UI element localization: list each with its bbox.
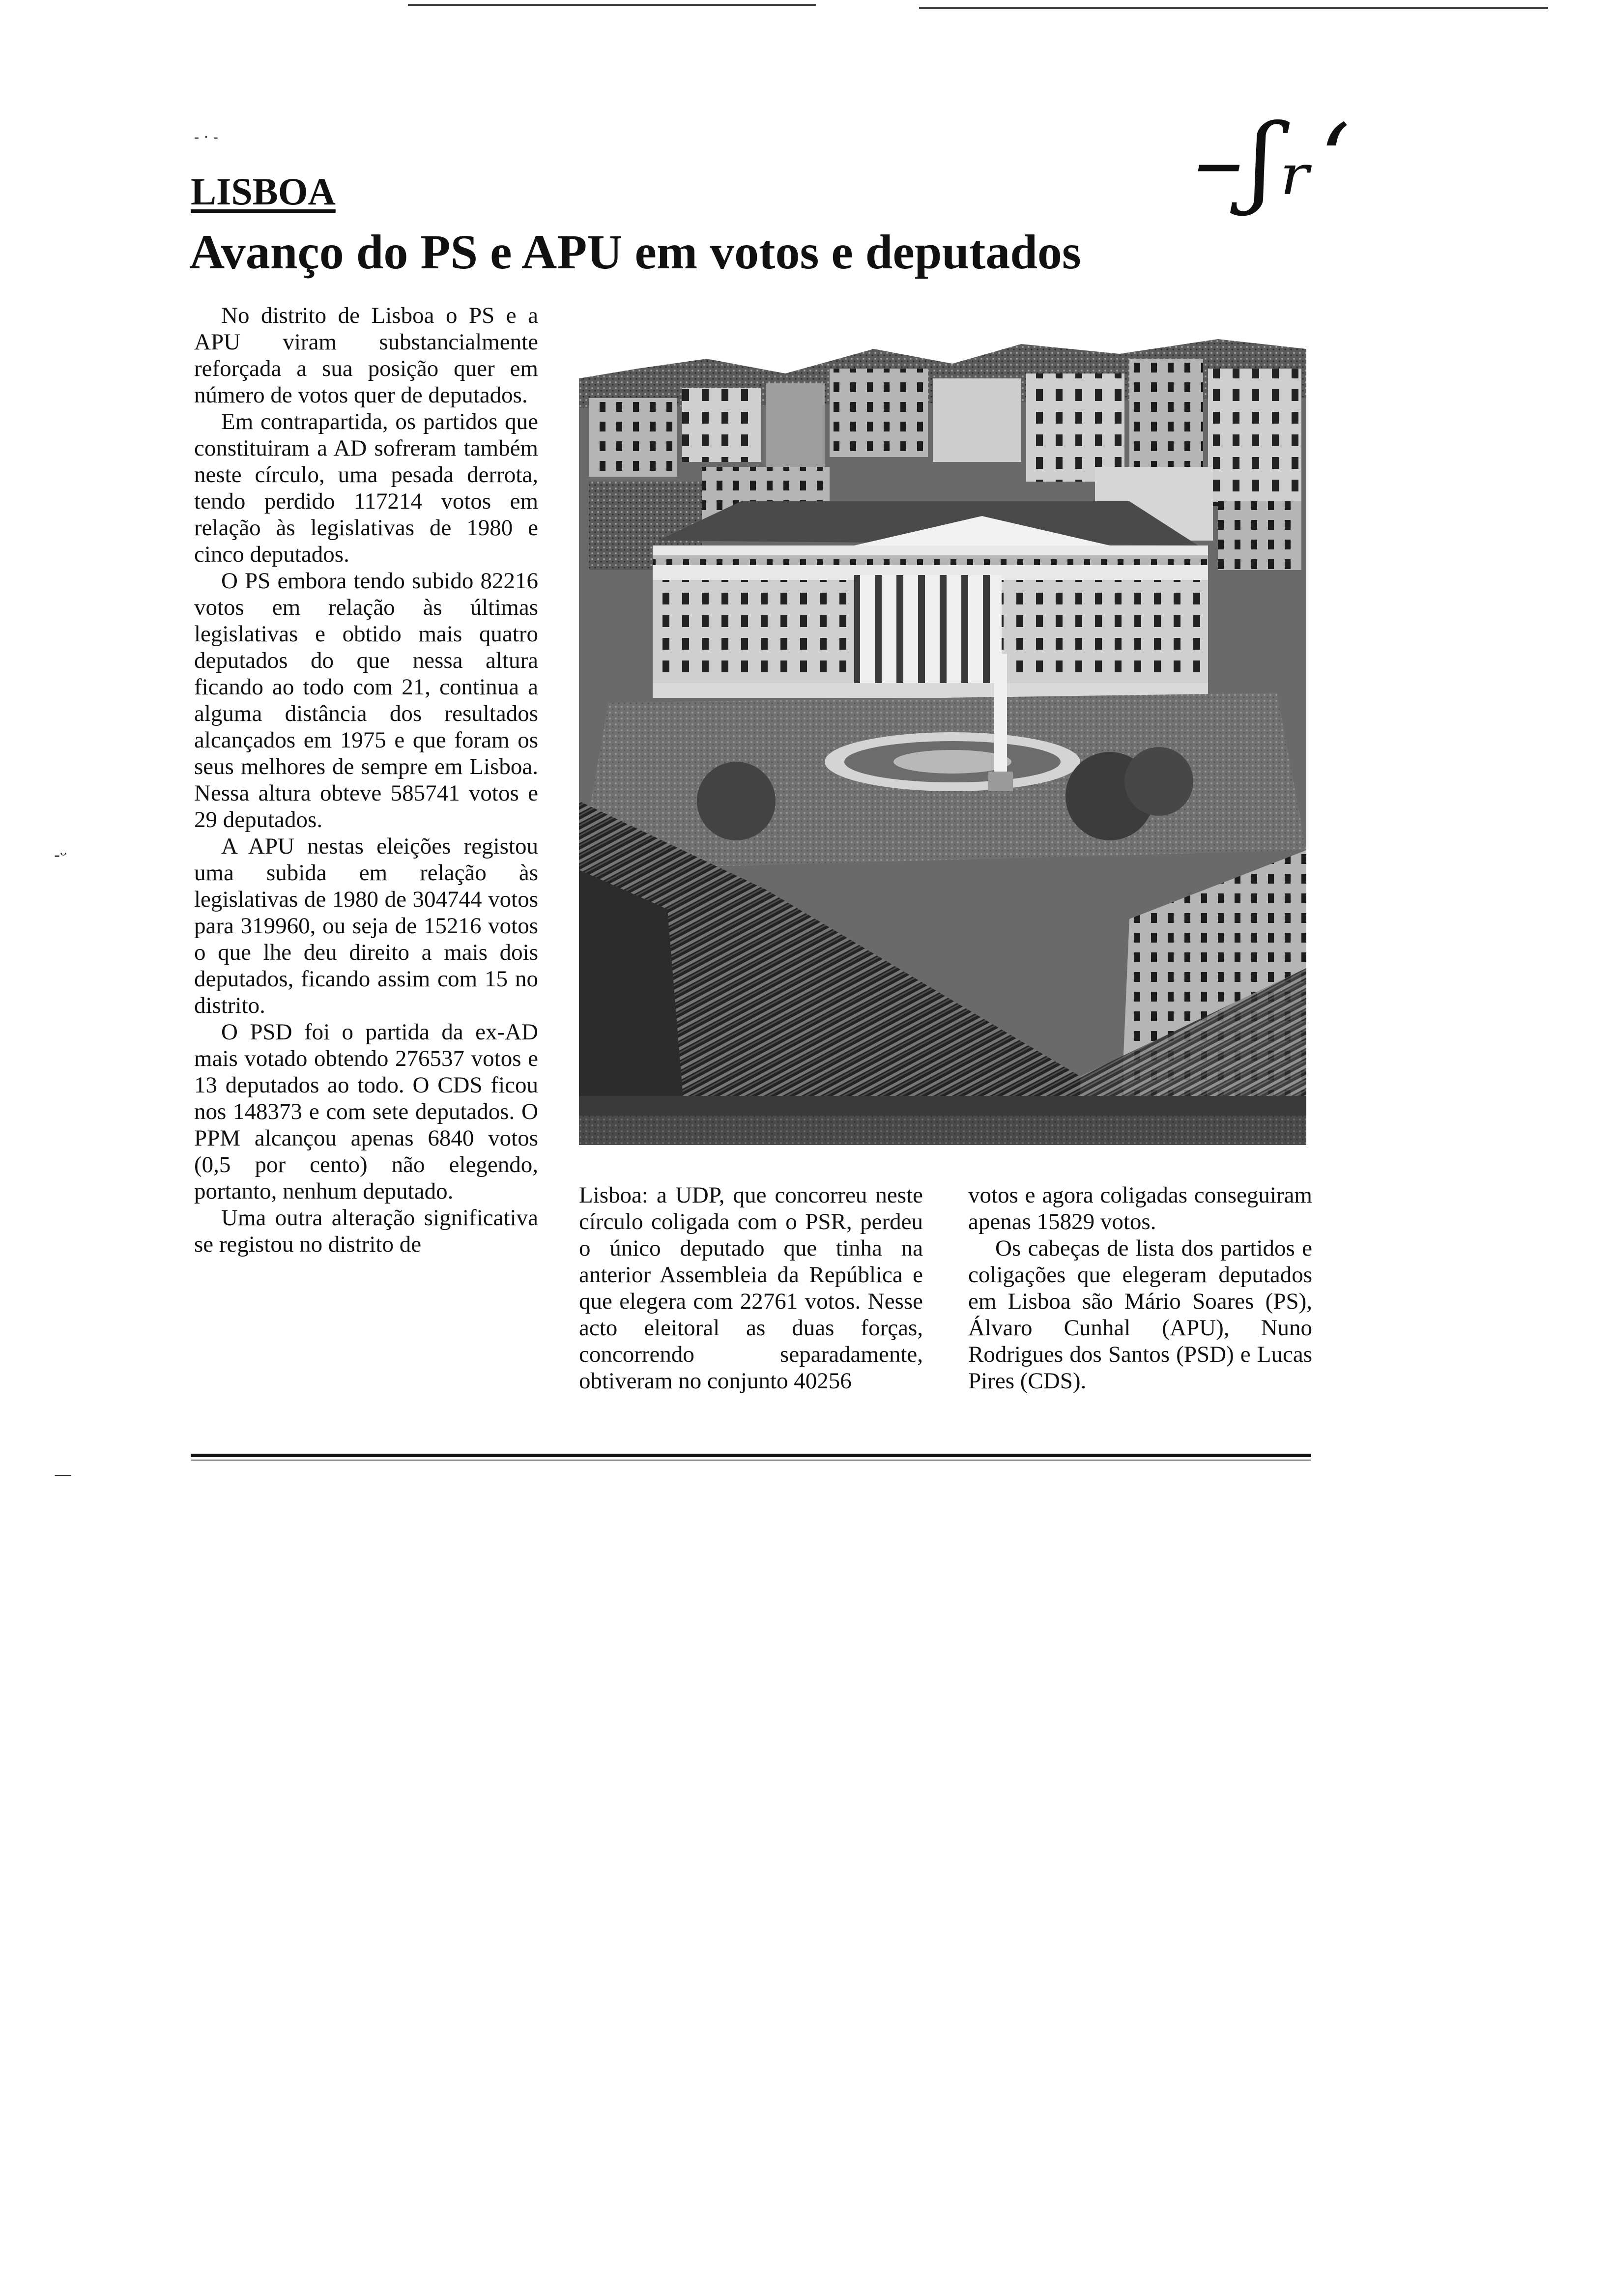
scan-line-top-right <box>919 7 1548 9</box>
scan-speck: - · - <box>194 129 218 146</box>
photo-lisbon-rossio-square <box>579 339 1306 1145</box>
paragraph: Os cabeças de lista dos partidos e coligações que elegeram deputados em Lisboa são Mário Soares (PS), Álvaro Cunhal (APU), Nuno Rodrigues dos Santos (PSD) e Lucas Pires (CDS). <box>968 1235 1312 1394</box>
paragraph: O PS embora tendo subido 82216 votos em relação às últimas legislativas e obtido mais quatro deputados do que nessa altura ficando ao todo com 21, continua a alguma distância dos resultados alcançados em 1975 e que foram os seus melhores de sempre em Lisboa. Nessa altura obteve 585741 votos e 29 deputados. <box>194 568 538 832</box>
paragraph: A APU nestas eleições registou uma subida em relação às legislativas de 1980 de 304744 votos para 319960, ou seja de 15216 votos o que lhe deu direito a mais dois deputados, ficando assim com 15 no distrito. <box>194 833 538 1018</box>
bottom-rule <box>191 1454 1311 1457</box>
paragraph: O PSD foi o partida da ex-AD mais votado obtendo 276537 votos e 13 deputados ao todo. O CDS ficou nos 148373 e com sete deputados. O PPM alcançou apenas 6840 votos (0,5 por cento) não elegendo, portanto, nenhum deputado. <box>194 1019 538 1204</box>
paragraph: No distrito de Lisboa o PS e a APU viram substancialmente reforçada a sua posição quer em número de votos quer de deputados. <box>194 303 538 408</box>
scan-speck: -ᵕ <box>54 845 67 865</box>
paragraph: Lisboa: a UDP, que concorreu neste círculo coligada com o PSR, perdeu o único deputado que tinha na anterior Assembleia da República e que elegera com 22761 votos. Nesse acto eleitoral as duas forças, concorrendo separadamente, obtiveram no conjunto 40256 <box>579 1182 923 1394</box>
paragraph: Em contrapartida, os partidos que constituiram a AD sofreram também neste círculo, uma pesada derrota, tendo perdido 117214 votos em relação às legislativas de 1980 e cinco deputados. <box>194 409 538 567</box>
photo-drawing <box>579 339 1306 1145</box>
paragraph: Uma outra alteração significativa se registou no distrito de <box>194 1205 538 1257</box>
article-column-3 <box>968 1182 1312 1394</box>
article-column-1 <box>194 302 538 1258</box>
paragraph: votos e agora coligadas conseguiram apenas 15829 votos. <box>968 1182 1312 1234</box>
article-column-2 <box>579 1182 923 1394</box>
handwritten-annotation: –ʃᵣ‘ <box>1194 103 1355 218</box>
section-label: LISBOA <box>191 170 336 213</box>
headline: Avanço do PS e APU em votos e deputados <box>189 225 1081 279</box>
bottom-rule-thin <box>191 1460 1311 1461</box>
scan-line-top-left <box>408 4 816 6</box>
scan-speck: — <box>54 1464 72 1485</box>
